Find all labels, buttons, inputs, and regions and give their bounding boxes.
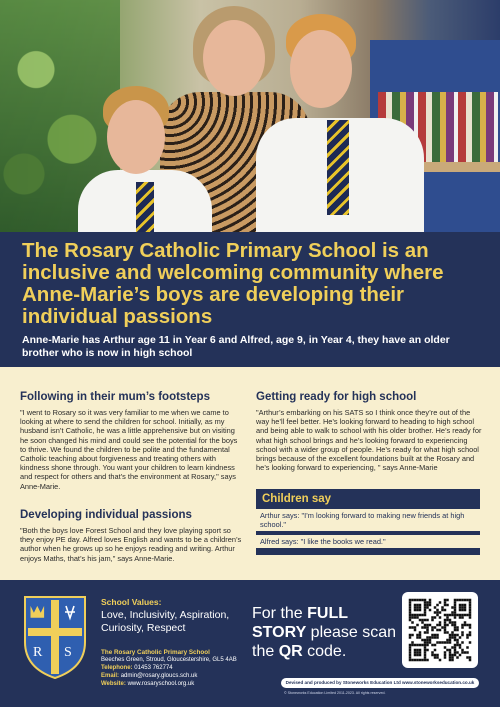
telephone-number: 01453 762774: [134, 665, 173, 671]
children-say-box: [256, 489, 480, 555]
qr-code[interactable]: [402, 592, 478, 668]
svg-text:S: S: [64, 645, 72, 660]
article-body: [0, 367, 500, 580]
email-line: Email: admin@rosary.gloucs.sch.uk: [101, 673, 198, 679]
section-heading: Following in their mum’s footsteps: [20, 391, 210, 403]
section-passions: [20, 509, 244, 563]
section-heading: Getting ready for high school: [256, 391, 417, 403]
qr-code-icon: [402, 592, 478, 668]
section-text: "Arthur’s embarking on his SATS so I think once they’re out of the way he’ll feel better. He’s looking forward to heading to high school and being able to walk to school with his older brother. He’s ready for what high school brings and he’s looking forward to experiencing school with a wider group of people. He’s ready for what high school brings because of the excellent foundations built at the Rosary and he’s looking forward to experiencing, " says Anne-Marie: [256, 408, 482, 473]
school-address: Beeches Green, Stroud, Gloucestershire, GL5 4AB: [101, 657, 237, 663]
section-footsteps: [20, 391, 244, 491]
values-title: School Values:: [101, 597, 162, 607]
svg-text:R: R: [33, 645, 43, 660]
quote-alfred: Alfred says: "I like the books we read.": [256, 535, 480, 548]
page-subtitle: Anne-Marie has Arthur age 11 in Year 6 and Alfred, age 9, in Year 4, they have an older brother who is now in high school: [22, 334, 450, 359]
telephone-line: Telephone: 01453 762774: [101, 665, 173, 671]
copyright: © Stoneworks Education Limited 2011-2023. All rights reserved.: [284, 691, 386, 695]
email-link[interactable]: admin@rosary.gloucs.sch.uk: [120, 673, 198, 679]
footer: [0, 580, 500, 707]
full-story-cta: For the FULL STORY please scan the QR code.: [252, 605, 397, 660]
quote-arthur: Arthur says: "I’m looking forward to making new friends at high school.": [256, 509, 480, 531]
website-line: Website: www.rosaryschool.org.uk: [101, 681, 195, 687]
family-photo: [0, 0, 500, 232]
section-text: "I went to Rosary so it was very familiar to me when we came to looking at where to send the children for school. Initially, as my husband isn’t Catholic, he was a little apprehensive but on visiting he soon changed his mind and could see the potential for the boys to thrive. We found the children to be polite and the fundamental Catholic teaching about forgiveness and treating others with kindness shone through. You want your children to learn kindness and respect for others and that’s the environment at Rosary," says Anne-Marie.: [20, 408, 238, 491]
section-text: "Both the boys love Forest School and they love playing sport so they enjoy PE day. Alfred loves English and wants to be a children’s author when he grows up so he enjoys reading and writing. Arthur enjoys Maths, that’s his jam," says Anne-Marie.: [20, 526, 242, 563]
headline-band: [0, 232, 500, 367]
section-high-school: [256, 391, 482, 472]
website-link[interactable]: www.rosaryschool.org.uk: [127, 681, 195, 687]
page-title: The Rosary Catholic Primary School is an inclusive and welcoming community where Anne-Marie’s boys are developing their individual passions: [22, 239, 444, 328]
school-name: The Rosary Catholic Primary School: [101, 649, 210, 656]
children-say-heading: Children say: [262, 493, 332, 505]
values-text: Love, Inclusivity, Aspiration, Curiosity, Respect: [101, 609, 230, 634]
section-heading: Developing individual passions: [20, 509, 192, 521]
produced-by: Devised and produced by Stoneworks Education Ltd www.stoneworkseducation.co.uk: [281, 678, 479, 688]
school-crest-icon: [22, 594, 88, 680]
